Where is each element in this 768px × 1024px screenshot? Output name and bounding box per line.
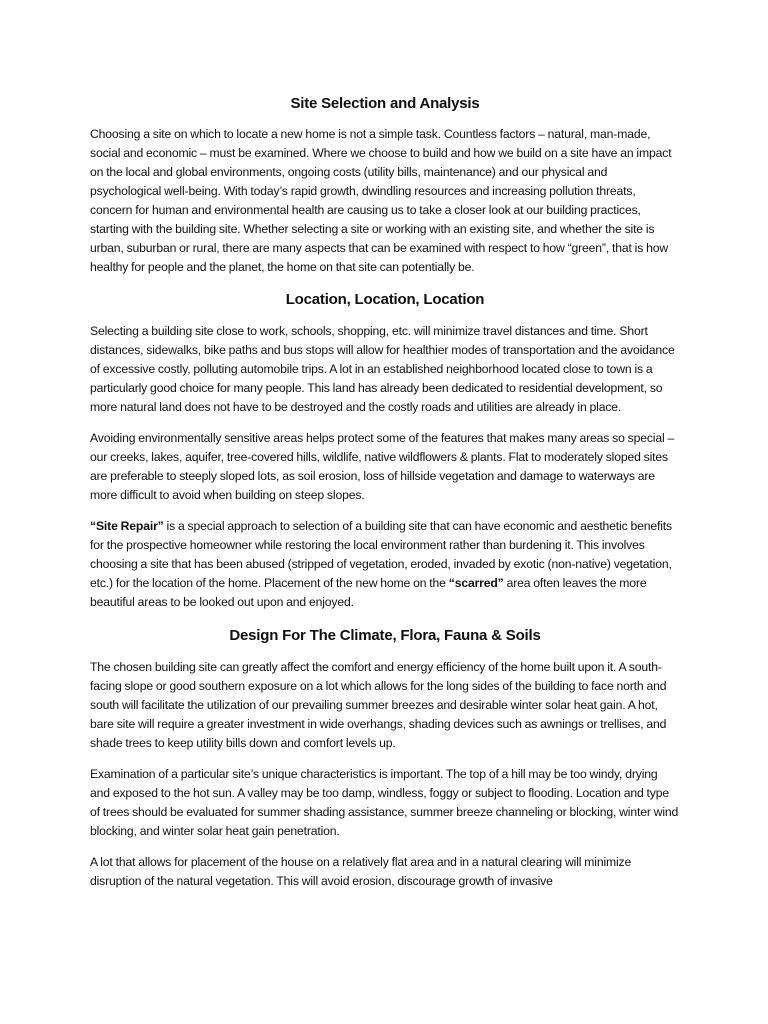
paragraph-intro: Choosing a site on which to locate a new home is not a simple task. Countless factors – natural, man-made, social and economic – must be examined. Where we choose to build and how we build on a site have an impact on the local and global environments, ongoing costs (utility bills, maintenance) and our physical and psychological well-being. With today’s rapid growth, dwindling resources and increasing pollution threats, concern for human and environmental health are causing us to take a closer look at our building practices, starting with the building site. Whether selecting a site or working with an existing site, and whether the site is urban, suburban or rural, there are many aspects that can be examined with respect to how “green”, that is how healthy for people and the planet, the home on that site can potentially be. [90,127,672,274]
heading-site-selection: Site Selection and Analysis [290,95,480,112]
paragraph-design-1: The chosen building site can greatly affect the comfort and energy efficiency of the home built upon it. A south-facing slope or good southern exposure on a lot which allows for the long sides of the building to face north and south will facilitate the utilization of our prevailing summer breezes and desirable winter solar heat gain. A hot, bare site will require a greater investment in wide overhangs, shading devices such as awnings or trellises, and shade trees to keep utility bills down and comfort levels up. [90,660,667,750]
site-repair-text-2: area often leaves the more beautiful areas to be looked out upon and enjoyed. [90,576,647,609]
paragraph-location-1: Selecting a building site close to work, schools, shopping, etc. will minimize travel distances and time. Short distances, sidewalks, bike paths and bus stops will allow for healthier modes of transportation and the avoidance of excessive costly, polluting automobile trips. A lot in an established neighborhood located close to town is a particularly good choice for many people. This land has already been dedicated to residential development, so more natural land does not have to be destroyed and the costly roads and utilities are already in place. [90,324,675,414]
scarred-term: “scarred” [448,576,504,590]
paragraph-design-2: Examination of a particular site’s unique characteristics is important. The top of a hill may be too windy, drying and exposed to the hot sun. A valley may be too damp, windless, foggy or subject to flooding. Location and type of trees should be evaluated for summer shading assistance, summer breeze channeling or blocking, winter wind blocking, and winter solar heat gain penetration. [90,767,679,838]
paragraph-location-2: Avoiding environmentally sensitive areas helps protect some of the features that makes many areas so special – our creeks, lakes, aquifer, tree-covered hills, wildlife, native wildflowers & plants. Flat to moderately sloped sites are preferable to steeply sloped lots, as soil erosion, loss of hillside vegetation and damage to waterways are more difficult to avoid when building on steep slopes. [90,431,675,502]
paragraph-design-3: A lot that allows for placement of the house on a relatively flat area and in a natural clearing will minimize disruption of the natural vegetation. This will avoid erosion, discourage growth of invasive [90,855,632,888]
site-repair-text-1: is a special approach to selection of a building site that can have economic and aesthetic benefits for the prospective homeowner while restoring the local environment rather than burdening it. This involves choosing a site that has been abused (stripped of vegetation, eroded, invaded by exotic (non-native) vegetation, etc.) for the location of the home. Placement of the new home on the [90,519,672,590]
document-page [90,0,680,891]
heading-location: Location, Location, Location [285,291,485,308]
paragraph-site-repair [90,517,680,612]
heading-design: Design For The Climate, Flora, Fauna & Soils [229,627,541,644]
site-repair-term: “Site Repair” [90,519,164,533]
